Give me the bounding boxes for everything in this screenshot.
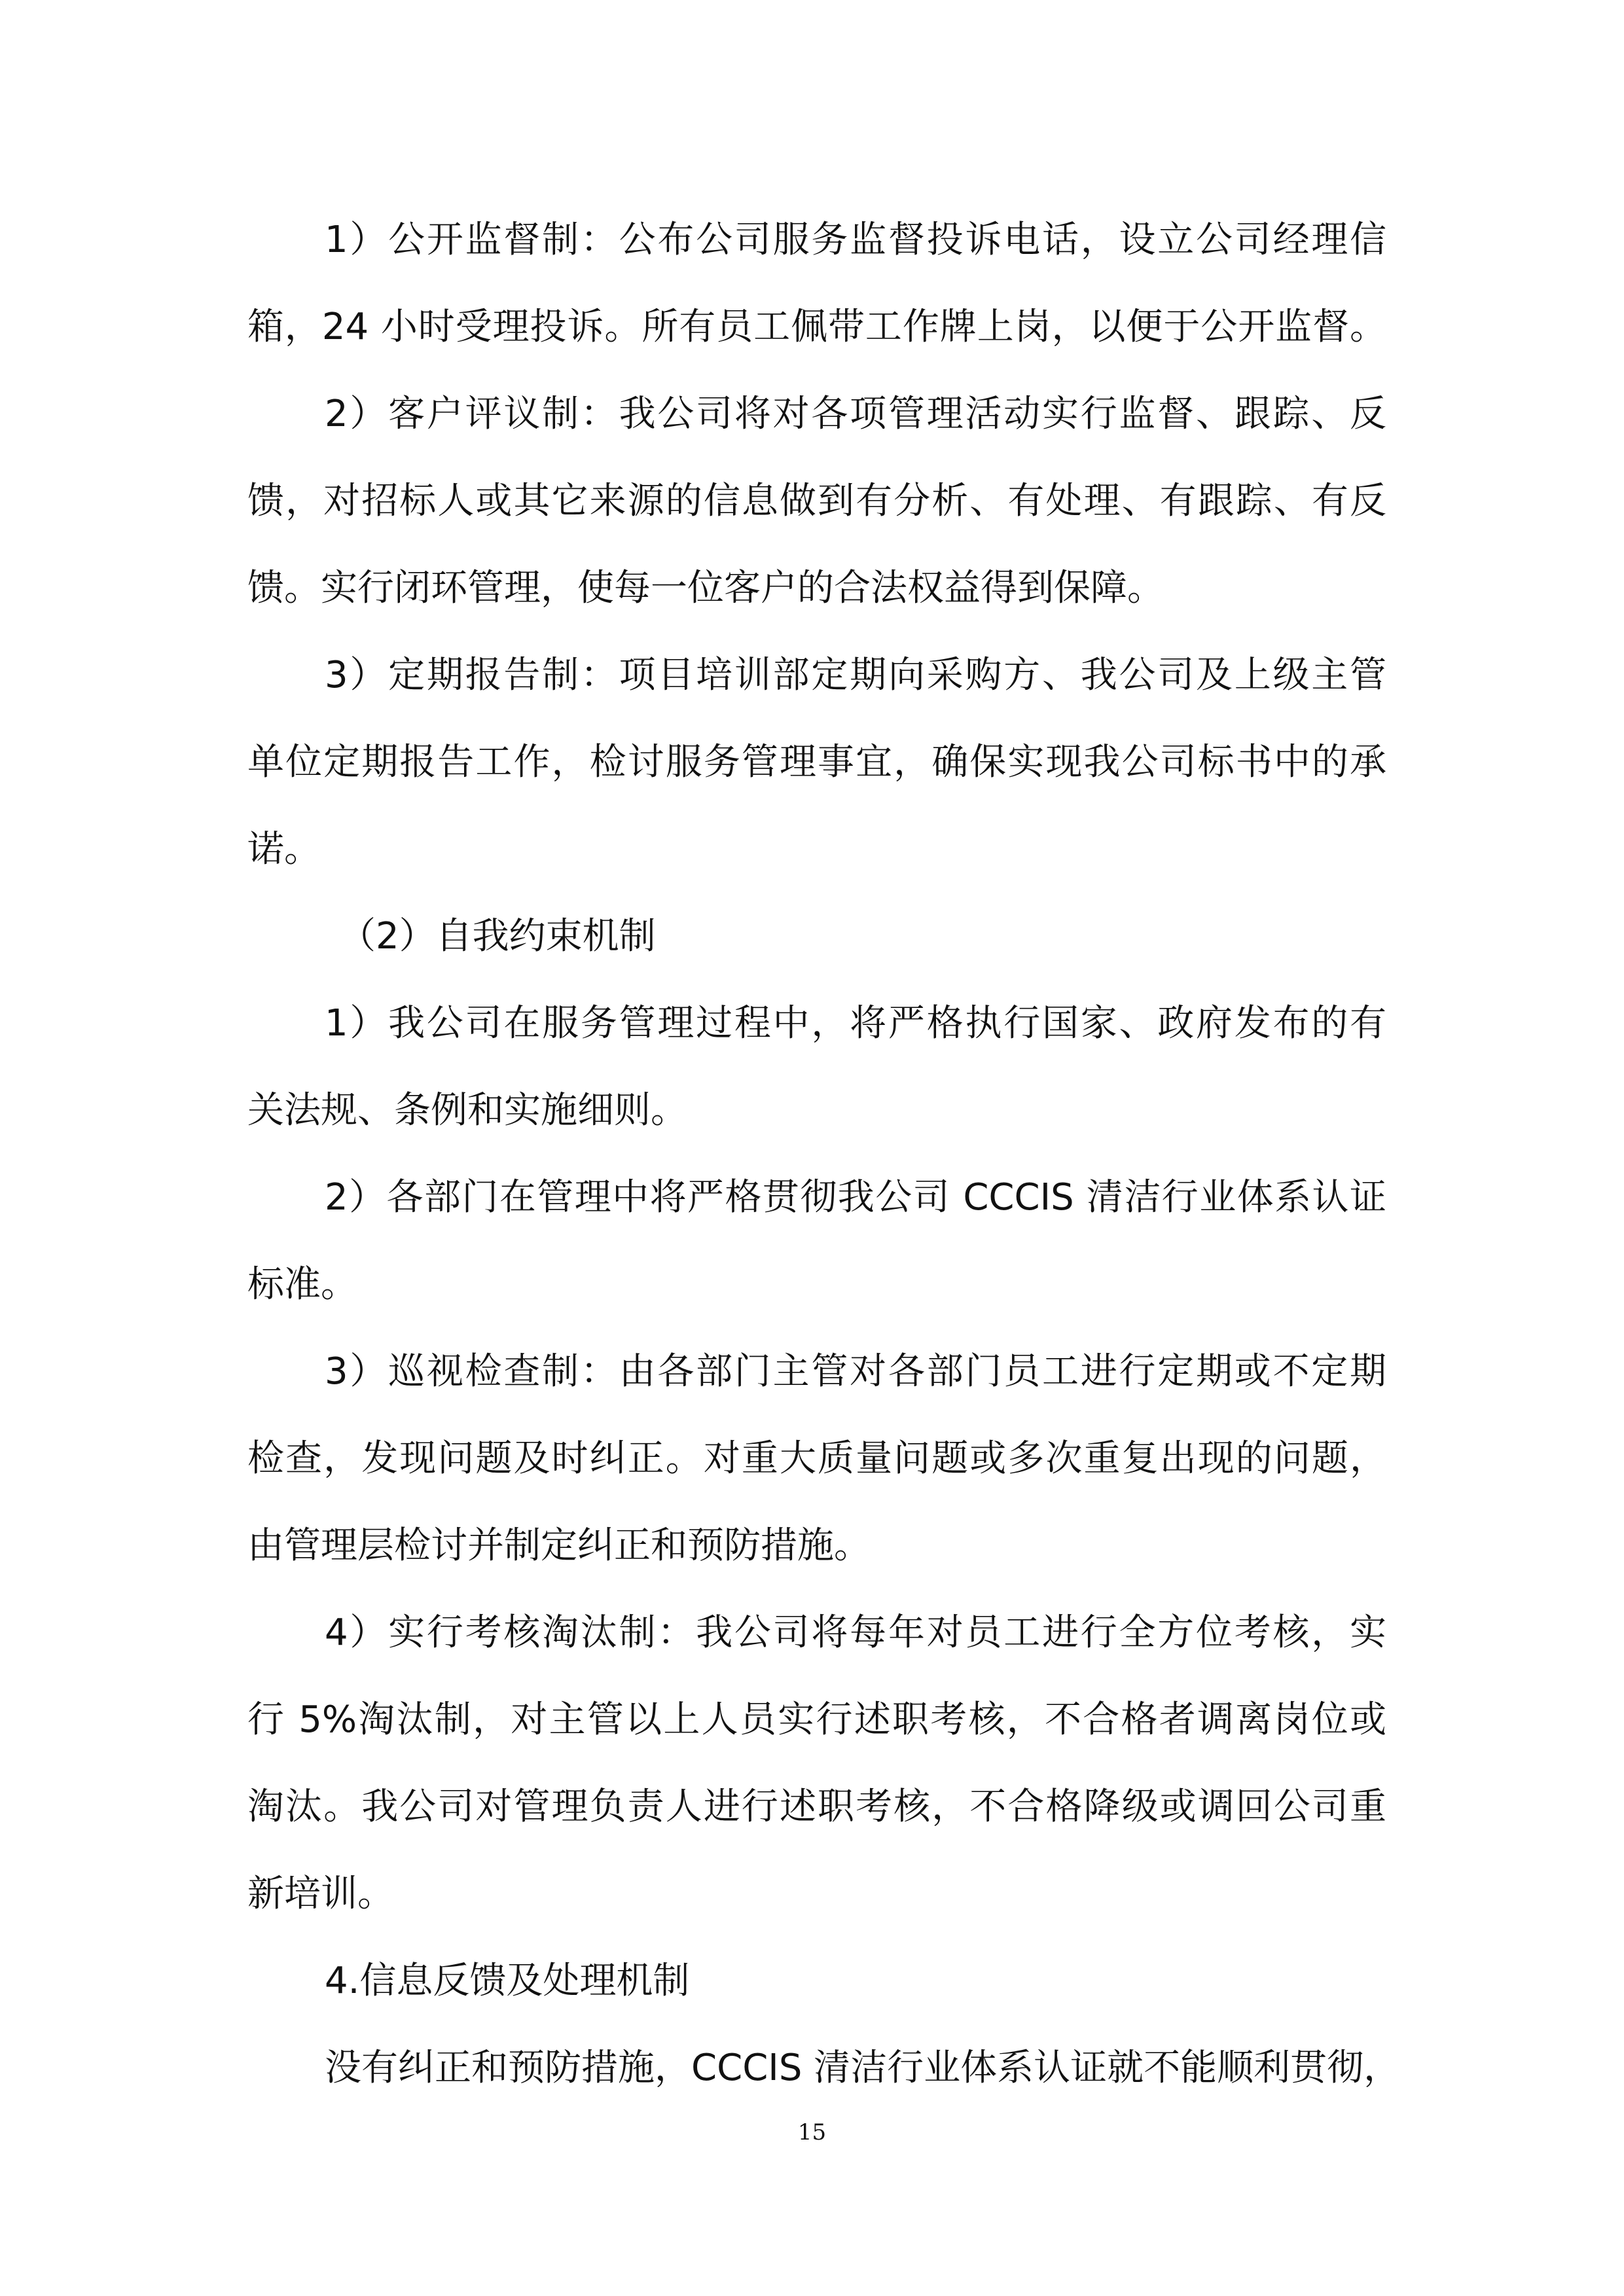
text-line: 单位定期报告工作，检讨服务管理事宜，确保实现我公司标书中的承 bbox=[247, 741, 1386, 783]
section-heading: 4.信息反馈及处理机制 bbox=[325, 1960, 690, 2002]
text-line: 新培训。 bbox=[247, 1873, 394, 1915]
text-line: 馈，对招标人或其它来源的信息做到有分析、有处理、有跟踪、有反 bbox=[247, 480, 1386, 522]
text-line: 1）公开监督制：公布公司服务监督投诉电话，设立公司经理信 bbox=[325, 219, 1386, 261]
text-line: 关法规、条例和实施细则。 bbox=[247, 1089, 687, 1132]
text-line: 没有纠正和预防措施，CCCIS 清洁行业体系认证就不能顺利贯彻， bbox=[325, 2047, 1401, 2089]
text-line: 4）实行考核淘汰制：我公司将每年对员工进行全方位考核，实 bbox=[325, 1611, 1386, 1654]
text-line: 3）定期报告制：项目培训部定期向采购方、我公司及上级主管 bbox=[325, 654, 1386, 696]
text-line: 馈。实行闭环管理，使每一位客户的合法权益得到保障。 bbox=[247, 567, 1164, 609]
text-line: 标准。 bbox=[247, 1263, 357, 1306]
text-line: 1）我公司在服务管理过程中，将严格执行国家、政府发布的有 bbox=[325, 1002, 1386, 1045]
text-line: 2）客户评议制：我公司将对各项管理活动实行监督、跟踪、反 bbox=[325, 393, 1386, 435]
text-line: 行 5%淘汰制，对主管以上人员实行述职考核，不合格者调离岗位或 bbox=[247, 1698, 1386, 1741]
body-text bbox=[247, 196, 1401, 2111]
text-line: 3）巡视检查制：由各部门主管对各部门员工进行定期或不定期 bbox=[325, 1350, 1386, 1393]
section-heading: （2）自我约束机制 bbox=[339, 915, 656, 958]
text-line: 由管理层检讨并制定纠正和预防措施。 bbox=[247, 1524, 871, 1567]
page-number: 15 bbox=[797, 2119, 827, 2145]
text-line: 淘汰。我公司对管理负责人进行述职考核，不合格降级或调回公司重 bbox=[247, 1785, 1386, 1828]
text-line: 2）各部门在管理中将严格贯彻我公司 CCCIS 清洁行业体系认证 bbox=[325, 1176, 1386, 1219]
text-line: 诺。 bbox=[247, 828, 321, 870]
text-line: 检查，发现问题及时纠正。对重大质量问题或多次重复出现的问题， bbox=[247, 1437, 1386, 1480]
text-line: 箱，24 小时受理投诉。所有员工佩带工作牌上岗，以便于公开监督。 bbox=[247, 306, 1386, 348]
